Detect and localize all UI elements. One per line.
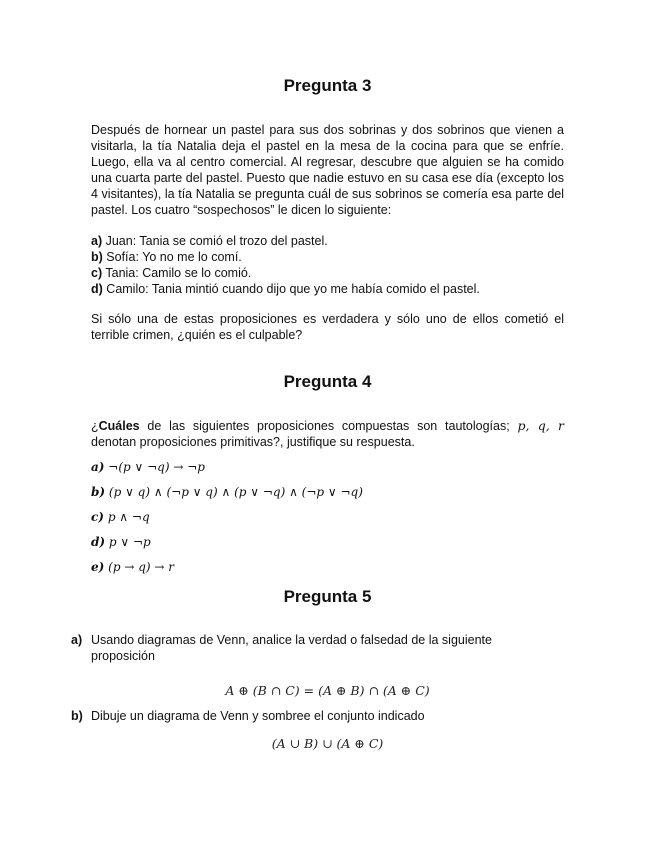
statement-label: d) — [91, 282, 103, 296]
statement-text: Tania: Camilo se lo comió. — [102, 266, 252, 280]
item-text: Dibuje un diagrama de Venn y sombree el conjunto indicado — [91, 709, 425, 723]
intro-pre: ¿ — [91, 419, 99, 433]
q4-intro — [91, 418, 564, 450]
q3-statements — [91, 233, 564, 297]
intro-post: denotan proposiciones primitivas?, justifique su respuesta. — [91, 435, 415, 449]
q3-statement — [91, 249, 564, 265]
statement-text: Camilo: Tania mintió cuando dijo que yo me había comido el pastel. — [102, 282, 480, 296]
statement-text: Juan: Tania se comió el trozo del pastel. — [102, 234, 328, 248]
q3-question: Si sólo una de estas proposiciones es verdadera y sólo uno de ellos cometió el terrible crimen, ¿quién es el culpable? — [91, 312, 564, 342]
q3-statement — [91, 281, 564, 297]
q4-items — [91, 459, 564, 584]
item-expression: (p ∨ q) ∧ (¬p ∨ q) ∧ (p ∨ ¬q) ∧ (¬p ∨ ¬q) — [108, 485, 363, 499]
intro-bold: Cuáles — [98, 419, 140, 433]
q5-formula-a: A ⊕ (B ∩ C) = (A ⊕ B) ∩ (A ⊕ C) — [225, 683, 430, 698]
q3-title: Pregunta 3 — [283, 76, 372, 95]
q4-item — [91, 534, 564, 559]
q3-statement — [91, 233, 564, 249]
statement-text: Sofía: Yo no me lo comí. — [102, 250, 242, 264]
q4-item — [91, 559, 564, 584]
item-label: e) — [91, 560, 105, 574]
item-label: c) — [91, 510, 104, 524]
q5-title: Pregunta 5 — [283, 587, 372, 606]
item-expression: ¬(p ∨ ¬q) → ¬p — [108, 460, 205, 474]
item-label: a) — [71, 633, 83, 647]
q4-title: Pregunta 4 — [283, 372, 372, 391]
q4-item — [91, 484, 564, 509]
statement-label: c) — [91, 266, 103, 280]
item-label: b) — [91, 485, 106, 499]
q5-formula-b: (A ∪ B) ∪ (A ⊕ C) — [271, 736, 384, 751]
q3-statement — [91, 265, 564, 281]
item-expression: p ∨ ¬p — [108, 535, 151, 549]
item-label: a) — [91, 460, 105, 474]
q3-intro: Después de hornear un pastel para sus dos sobrinas y dos sobrinos que vienen a visitarla, la tía Natalia deja el pastel en la mesa de la cocina para que se enfríe. Luego, ella va al centro comercial. Al regresar, descubre que alguien se ha comido una cuarta parte del pastel. Puesto que nadie estuvo en su casa ese día (excepto los 4 visitantes), la tía Natalia se pregunta cuál de sus sobrinos se comería esa parte del pastel. Los cuatro “sospechosos” le dicen lo siguiente: — [91, 123, 564, 217]
intro-vars: p, q, r — [517, 418, 565, 433]
item-label: d) — [91, 535, 106, 549]
statement-label: b) — [91, 250, 103, 264]
q4-item — [91, 509, 564, 534]
item-expression: p ∧ ¬q — [107, 510, 150, 524]
item-expression: (p → q) → r — [108, 560, 174, 574]
item-label: b) — [71, 709, 83, 723]
intro-mid: de las siguientes proposiciones compuestas son tautologías; — [139, 419, 518, 433]
q4-item — [91, 459, 564, 484]
statement-label: a) — [91, 234, 103, 248]
item-text: Usando diagramas de Venn, analice la verdad o falsedad de la siguiente proposición — [91, 633, 492, 663]
